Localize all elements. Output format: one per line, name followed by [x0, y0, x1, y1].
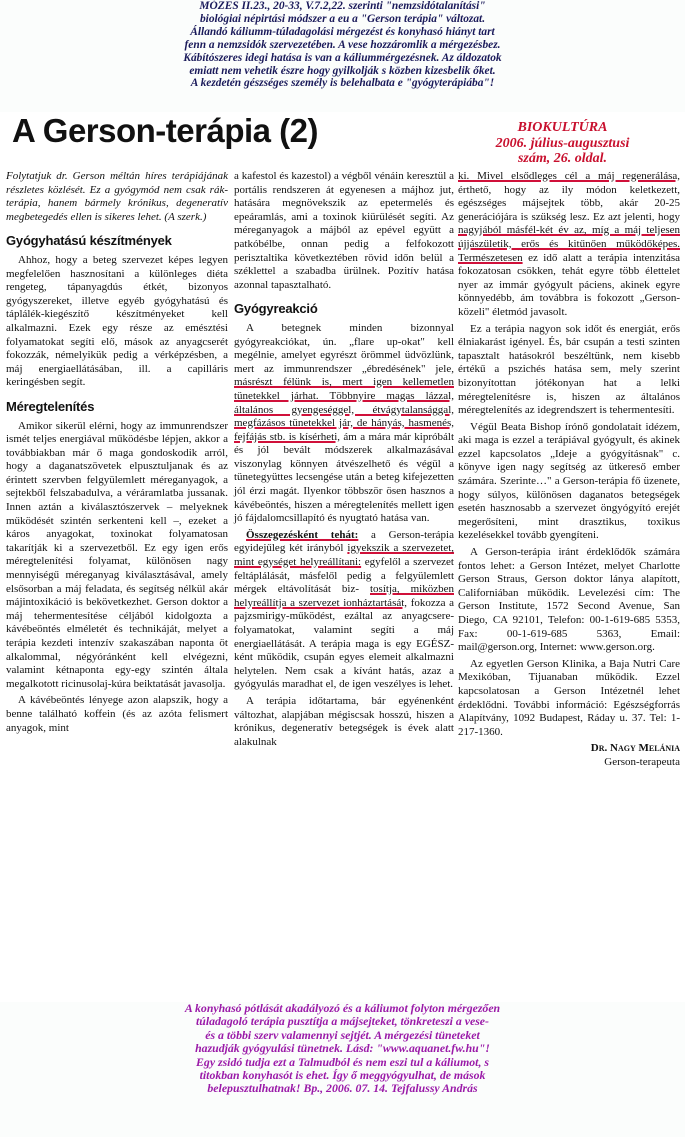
author-role: Gerson-terapeuta [604, 755, 680, 768]
text-span: ám a mára már kipróbált és jól bevált módszerek alkalmazásával viszonylag könnyen átvészelhető és végül a tünetegyüttes lecsengése után a beteg kifejezetten jól érzi magát. Ilyenkor többször ösen hasznos a kávébeöntés, hiszen a méregtelenítés mellett igen jó fájdalomcsillapító és nyugtató hatása van. [234, 430, 455, 525]
top-annotation-line: A kezdetén gészséges személy is belehalbata e "gyógyterápiába"! [190, 77, 495, 90]
underlined-text: tosítja, miközben helyreállítja a szervezet ionháztartását, [234, 583, 454, 609]
paragraph [458, 170, 680, 320]
bottom-annotation-line: hazudják gyógyulási tünetnek. Lásd: "www.aquanet.fw.hu"! [195, 1041, 490, 1056]
paragraph: a kafestol és kazestol) a végből vénáin keresztül a portális rendszeren át egyenesen a májhoz jut, hatására megnövekszik az epetermelés és epeáramlás, ami a toxinok kiürülését segíti. Az méreganyagok a májból az epével együtt a patkóbélbe, onnan pedig a felfokozott perisztaltika következtében rövid időn belül a széklettel a szabadba ürülnek. Pozitív hatása azonnal tapasztalható. [234, 170, 454, 291]
top-annotation-line: Állandó káliumm-túladagolási mérgezést és konyhasó hiányt tart [190, 25, 495, 38]
paragraph [234, 529, 454, 692]
subheading-remedies: Gyógyhatású készítmények [6, 233, 172, 249]
text-span: érthető, hogy az ily módon keletkezett, egészséges májsejtek több, akár 20-25 generációjára is szükség lesz. Ez azt jelenti, hogy [458, 183, 680, 223]
top-annotation-line: Kábítószeres idegi hatása is van a káliummérgezésnek. Az áldozatok [183, 51, 502, 64]
text-span: egyfelől a szervezet feltáplálását, másfelől pedig a felgyülemlett mérgek eltávolítását biz- [234, 556, 454, 596]
subheading-detox: Méregtelenítés [6, 398, 95, 414]
author-name: Dr. Nagy Melánia [590, 742, 680, 755]
source-citation [440, 120, 685, 167]
top-annotation [0, 0, 685, 112]
subheading-healing-reaction: Gyógyreakció [234, 301, 318, 317]
summary-lead: Összegezésként tehát: [246, 528, 359, 541]
bottom-annotation-line: Egy zsidó tudja ezt a Talmudból és nem eszi tul a káliumot, s [196, 1054, 489, 1069]
bottom-annotation-line: A konyhasó pótlását akadályozó és a káliumot folyton mérgezően [184, 1001, 501, 1015]
article-title: A Gerson-terápia (2) [12, 112, 319, 149]
column-3 [458, 170, 680, 770]
source-journal: BIOKULTÚRA [517, 120, 608, 135]
top-annotation-line: fenn a nemzsidók szervezetében. A vese hozzáromlik a mérgezésbez. [184, 38, 501, 51]
paragraph: Ez a terápia nagyon sok időt és energiát, erős élniakarást igényel. És, bár csupán a testi szinten tapasztalt hatásokról beszéltünk, nem kisebb értékű a pszichés hatása sem, mely szerint bizonyítottan jótékonyan hat a lelki méregtelenítésre is, hiszen az általános méregtelenítés az idegrendszert is tehermentesíti. [458, 322, 680, 417]
paragraph: A Gerson-terápia iránt érdeklődők számára fontos lehet: a Gerson Intézet, melyet Charlotte Gerson Straus, Gerson doktor lánya alapított, Californiában működik. Levelezési cím: The Gerson Institute, 1572 Second Avenue, San Diego, CA 92101, Telefon: 00-1-619-685 5353, Fax: 00-1-619-685 5363, Email: mail@gerson.org, Internet: www.gerson.org. [458, 546, 680, 654]
text-span: ez idő alatt a terápia intenzitása fokozatosan csökken, tehát egyre több élettelet nyer az immár gyógyult páciens, akinek egyre könnyedébb, ám továbbra is fokozott „Gerson-közeli" életmód javasolt. [458, 251, 680, 318]
bottom-annotation-line: titokban konyhasót is ehet. Így ő meggyógyulhat, de mások [199, 1068, 486, 1083]
column-2 [234, 170, 454, 752]
source-issue: 2006. július-augusztusi [495, 135, 630, 151]
paragraph [234, 322, 454, 526]
underlined-text: igyekszik a szervezetet, mint egységet helyreállítani: [234, 542, 455, 569]
paragraph: Amikor sikerül elérni, hogy az immunrendszer ismét teljes energiával működésbe lépjen, akkor a továbbiakban már ő maga gondoskodik arról, hogy a daganatszövetek elpusztuljanak és az érintett szervben felgyülemlett méreganyagok, a sejtekből felszabadulva, a véráramlatba jussanak. Innen aztán a kiválasztószervek – melyeknek működését szintén serkenteni kell –, ezeket a káros anyagokat, toxinokat folyamatosan takarítják ki a szervezetből. Ez egy igen erős méregtelenítési folyamat, különösen nagy mennyiségű méreganyag kiválasztásával, amely elsősorban a máj feladata, és segítség nélkül akár májintoxikáció is bekövetkezhet. Gerson doktor a máj tehermentesítése céljából kidolgozta a kávébeöntés elméletét és technikáját, melyet a terápia kezdeti intenzív szakaszában naponta öt alkalommal, négyóránként kell elvégezni, valamint kétnaponta egy-egy szintén általa megalkotott ricinusolaj-kúra beiktatását javasolja. [6, 419, 228, 690]
underlined-text: ki. Mivel elsődleges cél a máj regenerálása, [458, 170, 680, 182]
bottom-annotation [0, 1002, 685, 1137]
bottom-annotation-line: és a többi szerv valamennyi sejtjét. A mérgezési tüneteket [205, 1027, 480, 1042]
underlined-text: nagyjából másfél-két év az, míg a máj teljesen újjászületik, erős és kitűnően működőképes. Természetesen [458, 224, 680, 264]
paragraph: Végül Beata Bishop írónő gondolatait idézem, aki maga is ezzel a terápiával gyógyult, és akinek ezzel kapcsolatos „Ideje a gyógyításnak" c. könyve igen nagy segítség az ütkereső ember számára. Szerinte…" a Gerson-terápia fő üzenete, hogy súlyos, különösen daganatos betegségek esetén hasznosabb a szervezet öngyógyító erejét megerősíteni, mint drasztikus, toxikus kezelésekkel tovább gyengíteni. [458, 420, 680, 542]
paragraph: A kávébeöntés lényege azon alapszik, hogy a benne található koffein (és az azóta felismert anyagok, mint [6, 694, 228, 734]
text-span: A betegnek minden bizonnyal gyógyreakciókat, ún. „flare up-okat" kell megélnie, amelyet egyrészt örömmel üdvözlünk, mert az immunrendszer „ébredésének" jele, [234, 321, 454, 375]
paragraph: A terápia időtartama, bár egyénenként változhat, alapjában mégiscsak hosszú, hiszen a krónikus, degeneratív betegségek is évek alatt alakulnak [234, 694, 454, 748]
text-span: fokozza a pajzsmirigy-működést, ezáltal az anyagcsere-folyamatokat, valamint segíti a máj energiaellátását. A terápia maga is egy EGÉSZ-ként működik, csupán egyes elemeit alkalmazni helytelen. Nem csak a kívánt hatás, azaz a gyógyulás maradhat el, de igen veszélyes is lehet. [234, 596, 455, 691]
source-page: szám, 26. oldal. [517, 151, 608, 166]
bottom-annotation-line: belepusztulhatnak! Bp., 2006. 07. 14. Tejfalussy András [207, 1081, 478, 1096]
top-annotation-line: biológiai népirtási módszer a eu a "Gerson terápia" változat. [199, 12, 486, 25]
paragraph: Az egyetlen Gerson Klinika, a Baja Nutri Care Mexikóban, Tijuanaban működik. Ezzel kapcsolatosan a Gerson Intézetnél lehet érdeklődni. További információ: Egészségforrás Alapítvány, 1092 Budapest, Ráday u. 37. Tel: 1-217-1360. [458, 657, 680, 738]
text-span: a Gerson-terápia egyidejűleg két irányból [234, 528, 454, 555]
top-annotation-line: emiatt nem vehetik észre hogy gyilkolják s közben kizesbelik őket. [189, 64, 496, 77]
editorial-intro: Folytatjuk dr. Gerson méltán híres terápiájának részletes közlését. Ez a gyógymód nem csak rák-terápia, hanem bármely krónikus, degeneratív megbetegedés ellen is sikeres lehet. (A szerk.) [6, 170, 228, 223]
top-annotation-line: MÓZES II.23., 20-33, V.7.2,22. szerinti "nemzsidótalanítási" [199, 0, 486, 12]
bottom-annotation-line: túladagoló terápia pusztítja a májsejteket, tönkreteszi a vese- [196, 1014, 489, 1029]
column-1 [6, 170, 228, 738]
paragraph: Ahhoz, hogy a beteg szervezet képes legyen megfelelően hasznosítani a különleges diéta rengeteg, tápanyagdús étkét, bizonyos gyógyszereket, illetve egyéb gyógyhatású és táplálék-kiegészítő készítményeket kell alkalmazni. Ezek egy része az emésztési folyamatokat segíti elő, mások az anyagcserét fokozzák, némelyikük pedig a vérképzésben, a máj energiaellátásában, ill. a capilláris keringésben segít. [6, 253, 228, 389]
underlined-text: másrészt félünk is, mert igen kellemetlen tünetekkel járhat. Többnyire magas lázzal, általános gyengeséggel, étvágytalansággal, megfázásos tünetekkel jár, de hányás, hasmenés, fejfájás stb. is kísérheti, [234, 376, 454, 443]
